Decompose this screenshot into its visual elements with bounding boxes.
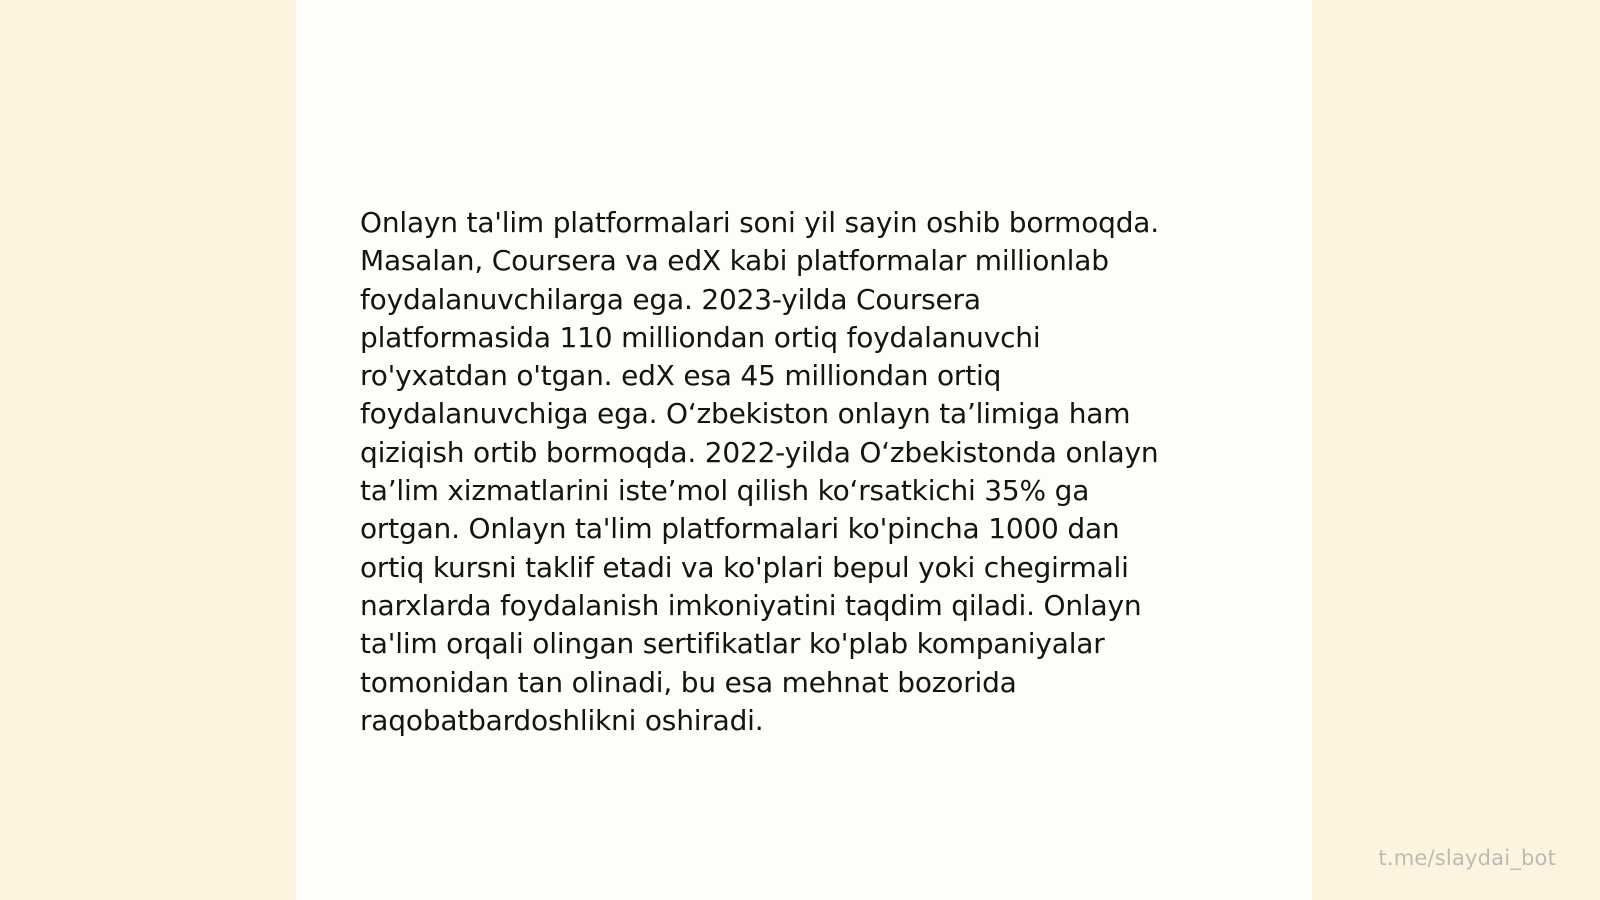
- text-line: Onlayn ta'lim platformalari soni yil sayin oshib bormoqda.: [360, 206, 1159, 239]
- body-paragraph: [360, 204, 1240, 740]
- text-line: ro'yxatdan o'tgan. edX esa 45 milliondan ortiq: [360, 359, 1002, 393]
- text-line: raqobatbardoshlikni oshiradi.: [360, 703, 764, 737]
- right-background-panel: [1312, 0, 1600, 900]
- text-line: tomonidan tan olinadi, bu esa mehnat bozorida: [360, 665, 1017, 699]
- left-background-panel: [0, 0, 296, 900]
- text-line: foydalanuvchilarga ega. 2023-yilda Coursera: [360, 282, 981, 316]
- text-line: qiziqish ortib bormoqda. 2022-yilda O‘zbekistonda onlayn: [360, 435, 1159, 469]
- watermark-text: t.me/slaydai_bot: [1378, 846, 1556, 870]
- text-line: foydalanuvchiga ega. O‘zbekiston onlayn ta’limiga ham: [360, 397, 1131, 431]
- text-line: ortgan. Onlayn ta'lim platformalari ko'pincha 1000 dan: [360, 512, 1120, 546]
- text-line: narxlarda foydalanish imkoniyatini taqdim qiladi. Onlayn: [360, 588, 1142, 622]
- text-line: Masalan, Coursera va edX kabi platformalar millionlab: [360, 244, 1109, 278]
- text-line: platformasida 110 milliondan ortiq foydalanuvchi: [360, 320, 1041, 354]
- text-line: ta'lim orqali olingan sertifikatlar ko'plab kompaniyalar: [360, 627, 1105, 661]
- text-line: ta’lim xizmatlarini iste’mol qilish ko‘rsatkichi 35% ga: [360, 474, 1090, 508]
- text-line: ortiq kursni taklif etadi va ko'plari bepul yoki chegirmali: [360, 550, 1129, 584]
